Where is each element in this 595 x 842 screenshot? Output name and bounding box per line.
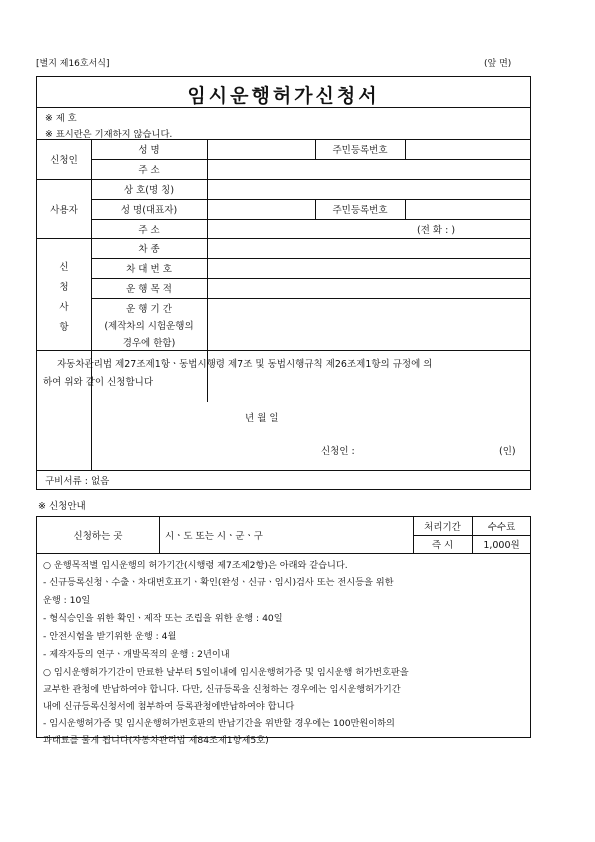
guide-line: 운행 : 10일 [43, 595, 91, 606]
user-reg-label: 주민등록번호 [332, 205, 388, 216]
application-section-char-2: 청 [59, 282, 69, 293]
application-section-char-3: 사 [59, 302, 69, 313]
guide-title: ※ 신청안내 [38, 501, 86, 512]
applicant-address-label: 주 소 [138, 165, 160, 176]
vehicle-no-label: 차 대 번 호 [126, 264, 172, 275]
guide-line: - 제작자등의 연구ㆍ개발목적의 운행 : 2년이내 [43, 649, 230, 660]
where-label: 신청하는 곳 [73, 531, 123, 542]
processing-period-value: 즉 시 [431, 540, 454, 551]
processing-period-header: 처리기간 [424, 522, 461, 533]
instruction-note: ※ 표시란은 기재하지 않습니다. [45, 129, 173, 140]
guide-line: - 신규등록신청ㆍ수출ㆍ차대번호표기ㆍ확인(완성ㆍ신규ㆍ임시)검사 또는 전시등을 위한 [43, 577, 394, 588]
period-label-2: (제작차의 시험운행의 [104, 320, 194, 332]
application-section-char-1: 신 [59, 262, 69, 273]
applicant-section-label: 신청인 [50, 155, 78, 166]
applicant-address-field[interactable] [207, 159, 531, 179]
application-date: 년 월 일 [245, 413, 279, 424]
user-rep-label: 성 명(대표자) [120, 205, 178, 216]
user-trade-field[interactable] [207, 179, 531, 199]
fee-value: 1,000원 [483, 540, 520, 551]
vehicle-no-field[interactable] [207, 258, 531, 278]
guide-line: ○ 운행목적별 임시운행의 허가기간(시행령 제7조제2항)은 아래와 같습니다. [43, 560, 348, 571]
guide-line: - 형식승인을 위한 확인ㆍ제작 또는 조립을 위한 운행 : 40일 [43, 613, 283, 624]
form-number: [별지 제16호서식] [36, 59, 110, 69]
number-note: ※ 제 호 [45, 113, 77, 124]
guide-line: ○ 임시운행허가기간이 만료한 날부터 5일이내에 임시운행허가증 및 임시운행 허가번호판을 [43, 667, 409, 678]
seal-mark: (인) [499, 446, 516, 457]
where-value: 시ㆍ도 또는 시ㆍ군ㆍ구 [165, 531, 263, 542]
guide-box [36, 516, 531, 746]
vehicle-type-label: 차 종 [138, 244, 160, 255]
purpose-label: 운 행 목 적 [126, 284, 172, 295]
user-address-field[interactable] [207, 219, 531, 238]
guide-line: - 임시운행허가증 및 임시운행허가번호판의 반납기간을 위반할 경우에는 100만원이하의 [43, 718, 395, 729]
user-reg-field[interactable] [405, 199, 531, 219]
application-section-char-4: 항 [59, 322, 69, 333]
guide-line: 내에 신규등록신청서에 첨부하여 등록관청에반납하여야 합니다 [43, 701, 295, 712]
user-address-label: 주 소 [138, 224, 160, 236]
guide-line: 과태료를 물게 됩니다(자동차관리법 제84조제1항제5호) [43, 735, 269, 746]
period-label-1: 운 행 기 간 [126, 303, 172, 315]
vehicle-type-field[interactable] [207, 238, 531, 258]
applicant-reg-label: 주민등록번호 [332, 145, 388, 156]
statement-line-1: 자동차관리법 제27조제1항ㆍ동법시행령 제7조 및 동법시행규칙 제26조제1항의 규정에 의 [57, 359, 433, 370]
page-side-label: (앞 면) [484, 59, 512, 69]
purpose-field[interactable] [207, 278, 531, 298]
applicant-reg-field[interactable] [405, 139, 531, 159]
user-phone: (전 화 : ) [417, 224, 456, 236]
fee-header: 수수료 [487, 522, 516, 533]
guide-line: 교부한 관청에 반납하여야 합니다. 다만, 신규등록을 신청하는 경우에는 임시운행허가기간 [43, 684, 401, 695]
user-section-label: 사용자 [50, 204, 78, 216]
user-trade-label: 상 호(명 칭) [123, 185, 175, 196]
statement-line-2: 하여 위와 같이 신청합니다 [43, 377, 154, 388]
applicant-name-label: 성 명 [138, 145, 160, 156]
application-form [36, 76, 531, 490]
signer-label: 신청인 : [321, 446, 355, 457]
period-field[interactable] [207, 298, 531, 350]
applicant-name-field[interactable] [207, 139, 315, 159]
form-title: 임시운행허가신청서 [187, 85, 380, 107]
user-rep-field[interactable] [207, 199, 315, 219]
period-label-3: 경우에 한함) [122, 337, 176, 349]
guide-line: - 안전시험을 받기위한 운행 : 4월 [43, 631, 177, 642]
required-documents: 구비서류 : 없음 [45, 476, 110, 487]
